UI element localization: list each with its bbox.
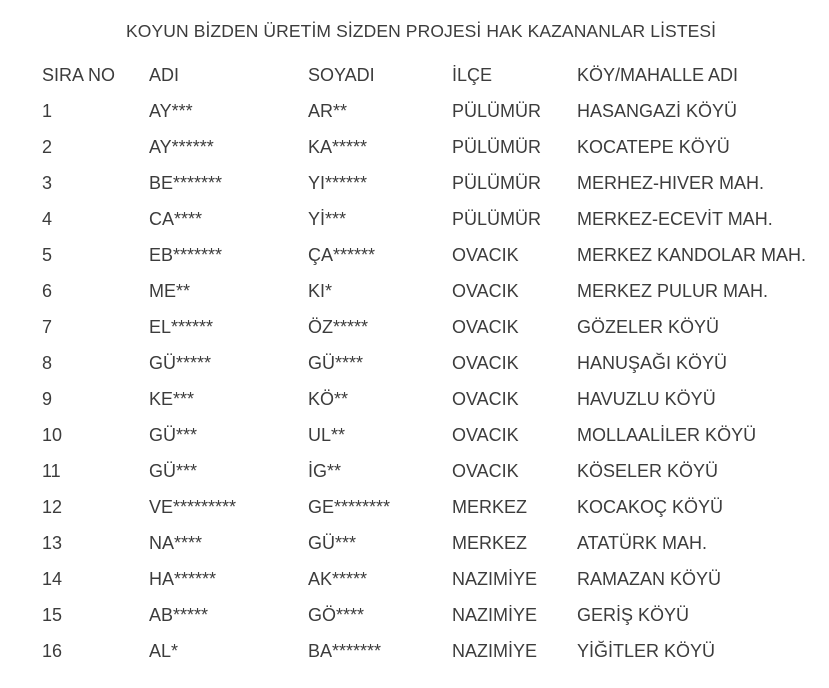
table-row (42, 633, 822, 669)
table-row (42, 273, 822, 309)
cell-koy-mahalle: KOCATEPE KÖYÜ (577, 137, 730, 157)
table-row (42, 129, 822, 165)
cell-koy-mahalle: KÖSELER KÖYÜ (577, 461, 719, 481)
cell-adi: AB***** (149, 605, 209, 625)
table-row (42, 381, 822, 417)
cell-ilce: OVACIK (452, 461, 519, 481)
results-table (42, 57, 822, 669)
header-sira-no: SIRA NO (42, 65, 116, 85)
cell-ilce: OVACIK (452, 353, 519, 373)
cell-koy-mahalle: MERHEZ-HIVER MAH. (577, 173, 765, 193)
cell-ilce: PÜLÜMÜR (452, 137, 542, 157)
cell-koy-mahalle: KOCAKOÇ KÖYÜ (577, 497, 724, 517)
table-row (42, 201, 822, 237)
cell-adi: GÜ*** (149, 461, 198, 481)
cell-adi: ME** (149, 281, 191, 301)
cell-sira-no: 3 (42, 173, 53, 193)
cell-sira-no: 4 (42, 209, 53, 229)
cell-adi: GÜ*** (149, 425, 198, 445)
cell-soyadi: GE******** (308, 497, 391, 517)
cell-ilce: NAZIMİYE (452, 605, 538, 625)
cell-sira-no: 7 (42, 317, 53, 337)
cell-soyadi: BA******* (308, 641, 382, 661)
cell-sira-no: 13 (42, 533, 63, 553)
table-row (42, 417, 822, 453)
cell-sira-no: 5 (42, 245, 53, 265)
table-row (42, 453, 822, 489)
header-soyadi: SOYADI (308, 65, 375, 85)
table-row (42, 237, 822, 273)
cell-koy-mahalle: HAVUZLU KÖYÜ (577, 389, 716, 409)
cell-soyadi: KI* (308, 281, 333, 301)
cell-adi: AL* (149, 641, 179, 661)
table-row (42, 489, 822, 525)
table-row (42, 93, 822, 129)
cell-soyadi: Yİ*** (308, 209, 347, 229)
cell-soyadi: İG** (308, 461, 342, 481)
cell-soyadi: AK***** (308, 569, 368, 589)
cell-ilce: PÜLÜMÜR (452, 173, 542, 193)
header-adi: ADI (149, 65, 180, 85)
cell-adi: EL****** (149, 317, 214, 337)
cell-koy-mahalle: GERİŞ KÖYÜ (577, 605, 690, 625)
cell-sira-no: 10 (42, 425, 63, 445)
cell-soyadi: GÖ**** (308, 605, 365, 625)
cell-ilce: MERKEZ (452, 497, 528, 517)
cell-koy-mahalle: YİĞİTLER KÖYÜ (577, 641, 716, 661)
header-ilce: İLÇE (452, 65, 493, 85)
cell-adi: EB******* (149, 245, 223, 265)
cell-adi: NA**** (149, 533, 203, 553)
cell-sira-no: 14 (42, 569, 63, 589)
cell-ilce: PÜLÜMÜR (452, 209, 542, 229)
cell-adi: AY****** (149, 137, 214, 157)
cell-soyadi: UL** (308, 425, 346, 445)
table-row (42, 345, 822, 381)
table-row (42, 597, 822, 633)
table-header-row (42, 57, 822, 93)
cell-koy-mahalle: RAMAZAN KÖYÜ (577, 569, 722, 589)
cell-koy-mahalle: HANUŞAĞI KÖYÜ (577, 353, 728, 373)
cell-sira-no: 6 (42, 281, 53, 301)
cell-sira-no: 12 (42, 497, 63, 517)
cell-ilce: OVACIK (452, 425, 519, 445)
cell-ilce: PÜLÜMÜR (452, 101, 542, 121)
cell-sira-no: 16 (42, 641, 63, 661)
cell-soyadi: AR** (308, 101, 348, 121)
cell-ilce: NAZIMİYE (452, 569, 538, 589)
cell-soyadi: GÜ**** (308, 353, 364, 373)
cell-soyadi: ÇA****** (308, 245, 376, 265)
table-row (42, 309, 822, 345)
cell-adi: VE********* (149, 497, 237, 517)
table-body (42, 93, 822, 669)
table-row (42, 525, 822, 561)
cell-soyadi: YI****** (308, 173, 368, 193)
cell-adi: HA****** (149, 569, 217, 589)
cell-adi: GÜ***** (149, 353, 212, 373)
cell-koy-mahalle: HASANGAZİ KÖYÜ (577, 101, 738, 121)
cell-ilce: MERKEZ (452, 533, 528, 553)
cell-koy-mahalle: ATATÜRK MAH. (577, 533, 707, 553)
cell-sira-no: 11 (42, 461, 61, 481)
cell-sira-no: 9 (42, 389, 53, 409)
cell-koy-mahalle: MOLLAALİLER KÖYÜ (577, 425, 757, 445)
cell-soyadi: ÖZ***** (308, 317, 369, 337)
cell-soyadi: KA***** (308, 137, 368, 157)
cell-sira-no: 1 (42, 101, 53, 121)
cell-koy-mahalle: MERKEZ KANDOLAR MAH. (577, 245, 807, 265)
cell-adi: KE*** (149, 389, 195, 409)
cell-soyadi: KÖ** (308, 389, 349, 409)
cell-sira-no: 15 (42, 605, 63, 625)
cell-ilce: NAZIMİYE (452, 641, 538, 661)
cell-ilce: OVACIK (452, 281, 519, 301)
cell-sira-no: 8 (42, 353, 53, 373)
cell-adi: CA**** (149, 209, 203, 229)
cell-ilce: OVACIK (452, 389, 519, 409)
page-title: KOYUN BİZDEN ÜRETİM SİZDEN PROJESİ HAK KAZANANLAR LİSTESİ (126, 21, 717, 41)
cell-koy-mahalle: MERKEZ-ECEVİT MAH. (577, 209, 773, 229)
cell-ilce: OVACIK (452, 245, 519, 265)
table-row (42, 165, 822, 201)
header-koy-mahalle: KÖY/MAHALLE ADI (577, 65, 739, 85)
cell-koy-mahalle: GÖZELER KÖYÜ (577, 317, 720, 337)
cell-adi: AY*** (149, 101, 193, 121)
cell-soyadi: GÜ*** (308, 533, 357, 553)
cell-koy-mahalle: MERKEZ PULUR MAH. (577, 281, 769, 301)
cell-adi: BE******* (149, 173, 223, 193)
cell-sira-no: 2 (42, 137, 53, 157)
cell-ilce: OVACIK (452, 317, 519, 337)
table-row (42, 561, 822, 597)
